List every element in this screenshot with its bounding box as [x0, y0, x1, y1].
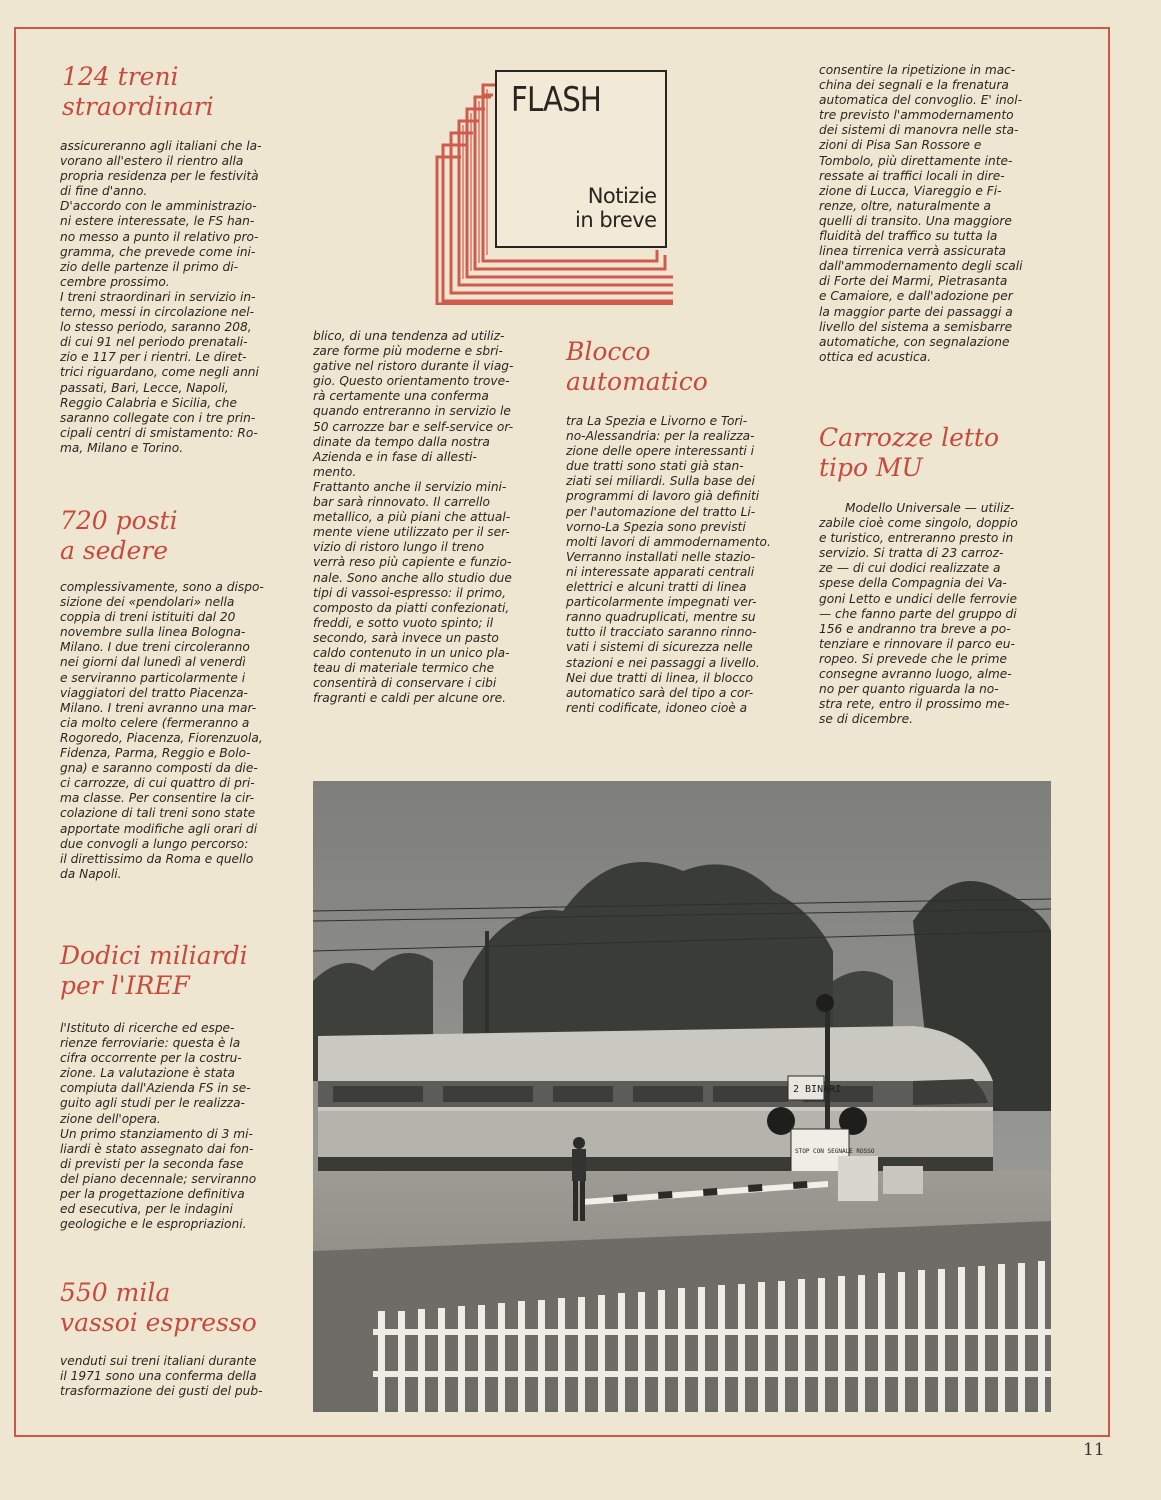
heading-iref: Dodici miliardi per l'IREF	[60, 941, 248, 1000]
para-treni-1: assicureranno agli italiani che la- vorano all'estero il rientro alla propria residenza per le festività di fine d'anno.	[60, 139, 262, 199]
article-carrozze-body	[819, 501, 1052, 727]
flash-logo	[435, 65, 675, 305]
heading-carrozze: Carrozze letto tipo MU	[819, 423, 1000, 482]
flash-subtitle: Notizie in breve	[575, 184, 657, 232]
article-posti-body	[60, 580, 290, 882]
para-iref-1: l'Istituto di ricerche ed espe- rienze ferroviarie: questa è la cifra occorrente per la costru- zione. La valutazione è stata compiuta dall'Azienda FS in se- guito agli studi per le realizza- zione dell'opera.	[60, 1021, 251, 1126]
para-vassoi-3: Frattanto anche il servizio mini- bar sarà rinnovato. Il carrello metallico, a più piani che attual- mente viene utilizzato per il ser- vizio di ristoro lungo il treno verrà reso più capiente e funzio- nale. Sono anche allo studio due tipi di vassoi-espresso: il primo, composto da piatti confezionati, freddi, e sotto vuoto spinto; il secondo, sarà invece un pasto caldo contenuto in un unico pla- teau di materiale termico che consentirà di conservare i cibi fragranti e caldi per alcune ore.	[313, 479, 512, 706]
para-treni-2: D'accordo con le amministrazio- ni estere interessate, le FS han- no messo a punto il relativo pro- gramma, che prevede come ini- zio delle partenze il primo di- cembre prossimo.	[60, 199, 259, 289]
train-level-crossing-photo	[313, 781, 1051, 1412]
train	[318, 1026, 993, 1171]
para-iref-2: Un primo stanziamento di 3 mi- liardi è stato assegnato dai fon- di previsti per la seconda fase del piano decennale; serviranno per la progettazione definitiva ed esecutiva, per le indagini geologiche e le espropriazioni.	[60, 1126, 257, 1232]
article-treni-body	[60, 139, 290, 456]
para-posti-1: complessivamente, sono a dispo- sizione dei «pendolari» nella coppia di treni istituiti dal 20 novembre sulla linea Bologna- Milano. I due treni circoleranno nei giorni dal lunedì al venerdì e serviranno particolarmente i viaggiatori del tratto Piacenza- Milano. I treni avranno una mar- cia molto celere (fermeranno a Rogoredo, Piacenza, Fiorenzuola, Fidenza, Parma, Reggio e Bolo- gna) e saranno composti da die- ci carrozze, di cui quattro di pri- ma classe. Per consentire la cir- colazione di tali treni sono state apportate modifiche agli orari di due convogli a lungo percorso: il direttissimo da Roma e quello da Napoli.	[60, 580, 264, 881]
flash-title: FLASH	[511, 80, 602, 120]
para-vassoi-2: blico, di una tendenza ad utiliz- zare forme più moderne e sbri- gative nel ristoro durante il viag- gio. Questo orientamento trove- rà certamente una conferma quando entreranno in servizio le 50 carrozze bar e self-service or- dinate da tempo dalla nostra Azienda e in fase di allesti- mento.	[313, 329, 514, 479]
flash-logo-box	[495, 70, 667, 248]
para-vassoi-1: venduti sui treni italiani durante il 1971 sono una conferma della trasformazione dei gusti del pub-	[60, 1354, 263, 1399]
sign-stop: STOP CON SEGNALE ROSSO	[795, 1148, 875, 1155]
para-treni-3: I treni straordinari in servizio in- terno, messi in circolazione nel- lo stesso periodo, saranno 208, di cui 91 nel periodo prenatali- zio e 117 per i rientri. Le diret- trici riguardano, come negli anni passati, Bari, Lecce, Napoli, Reggio Calabria e Sicilia, che saranno collegate con i tre prin- cipali centri di smistamento: Ro- ma, Milano e Torino.	[60, 289, 259, 455]
article-iref-body	[60, 1021, 290, 1232]
photo-illustration	[313, 781, 1051, 1412]
heading-vassoi: 550 mila vassoi espresso	[60, 1278, 257, 1337]
heading-treni: 124 treni straordinari	[62, 62, 214, 121]
heading-blocco: Blocco automatico	[566, 337, 708, 396]
para-carrozze-1: Modello Universale — utiliz- zabile cioè come singolo, doppio e turistico, entreranno presto in servizio. Si tratta di 23 carroz- ze — di cui dodici realizzate a spese della Compagnia dei Va- goni Letto e undici delle ferrovie — che fanno parte del gruppo di 156 e andranno tra breve a po- tenziare e rinnovare il parco eu- ropeo. Si prevede che le prime consegne avranno luogo, alme- no per quanto riguarda la no- stra rete, entro il prossimo me- se di dicembre.	[819, 501, 1018, 727]
sign-binari: 2 BINARI	[793, 1084, 842, 1095]
para-blocco-2: consentire la ripetizione in mac- china dei segnali e la frenatura automatica del convoglio. E' inol- tre previsto l'ammodernamento dei sistemi di manovra nelle sta- zioni di Pisa San Rossore e Tombolo, più direttamente inte- ressate ai traffici locali in dire- zione di Lucca, Viareggio e Fi- renze, oltre, naturalmente a quelli di transito. Una maggiore fluidità del traffico su tutta la linea tirrenica verrà assicurata dall'ammodernamento degli scali di Forte dei Marmi, Pietrasanta e Camaiore, e dall'adozione per la maggior parte dei passaggi a livello del sistema a semisbarre automatiche, con segnalazione ottica ed acustica.	[819, 63, 1023, 364]
equipment-box	[883, 1166, 923, 1194]
article-blocco-continued	[819, 63, 1052, 365]
article-vassoi-body	[60, 1354, 290, 1399]
article-blocco-body	[566, 414, 794, 716]
heading-posti: 720 posti a sedere	[60, 506, 178, 565]
para-blocco-1: tra La Spezia e Livorno e Tori- no-Alessandria: per la realizza- zione delle opere interessanti i due tratti sono stati già stan- ziati sei miliardi. Sulla base dei programmi di lavoro già definiti per l'automazione del tratto Li- vorno-La Spezia sono previsti molti lavori di ammodernamento. Verranno installati nelle stazio- ni interessate apparati centrali elettrici e alcuni tratti di linea particolarmente impegnati ver- ranno quadruplicati, mentre su tutto il tracciato saranno rinno- vati i sistemi di sicurezza nelle stazioni e nei passaggi a livello. Nei due tratti di linea, il blocco automatico sarà del tipo a cor- renti codificate, idoneo cioè a	[566, 414, 771, 715]
article-vassoi-continued	[313, 329, 541, 706]
page-number: 11	[1083, 1440, 1105, 1460]
barrier-box	[838, 1156, 878, 1201]
